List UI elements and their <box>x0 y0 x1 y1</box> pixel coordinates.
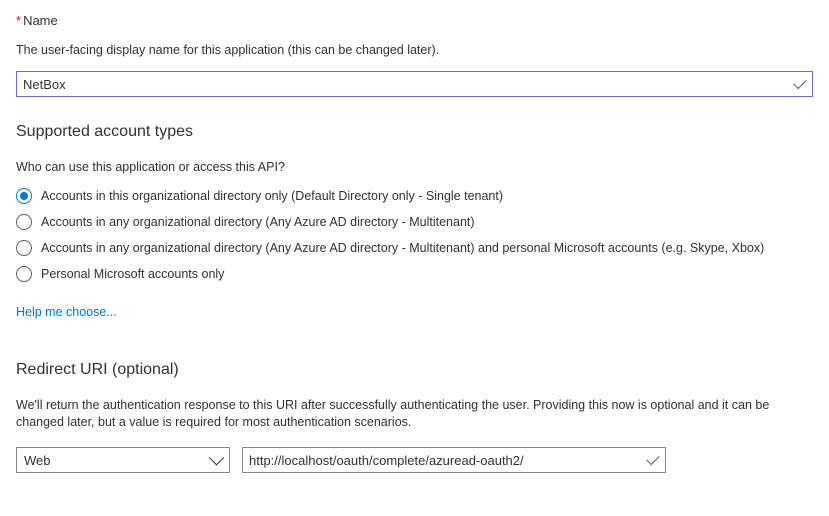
name-input[interactable] <box>17 72 788 96</box>
supported-account-types-heading: Supported account types <box>16 123 194 140</box>
account-types-question: Who can use this application or access this API? <box>16 160 285 174</box>
help-me-choose-link[interactable]: Help me choose... <box>16 305 117 319</box>
radio-option-personal-only[interactable] <box>16 262 813 286</box>
radio-indicator[interactable] <box>16 214 32 230</box>
checkmark-icon <box>788 79 812 89</box>
redirect-uri-input-wrapper[interactable] <box>242 447 666 473</box>
redirect-uri-section <box>0 359 829 473</box>
radio-option-label: Accounts in any organizational directory (Any Azure AD directory - Multitenant) <box>41 215 475 229</box>
name-label <box>16 0 813 30</box>
radio-indicator[interactable] <box>16 266 32 282</box>
redirect-uri-input[interactable] <box>243 448 641 472</box>
radio-option-label: Accounts in this organizational directory only (Default Directory only - Single tenant) <box>41 189 504 203</box>
radio-indicator[interactable] <box>16 240 32 256</box>
redirect-uri-heading: Redirect URI (optional) <box>16 361 179 378</box>
chevron-down-icon <box>203 455 229 466</box>
name-description: The user-facing display name for this application (this can be changed later). <box>16 43 440 57</box>
platform-select[interactable] <box>16 447 230 473</box>
radio-option-label: Accounts in any organizational directory (Any Azure AD directory - Multitenant) and personal Microsoft accounts (e.g. Skype, Xbox) <box>41 241 765 255</box>
name-section <box>0 0 829 97</box>
radio-option-multitenant[interactable] <box>16 210 813 234</box>
checkmark-icon <box>641 455 665 465</box>
supported-account-types-section <box>0 121 829 319</box>
required-marker: * <box>16 13 22 28</box>
redirect-uri-description-line2: changed later, but a value is required for most authentication scenarios. <box>16 415 412 429</box>
radio-option-multitenant-and-personal[interactable] <box>16 236 813 260</box>
redirect-uri-description-line1: We'll return the authentication response to this URI after successfully authenticating the user. Providing this now is optional and it can be <box>16 398 770 412</box>
name-label-text: Name <box>23 13 58 28</box>
platform-select-value: Web <box>24 452 51 468</box>
radio-indicator[interactable] <box>16 188 32 204</box>
redirect-uri-row <box>16 447 813 473</box>
radio-option-single-tenant[interactable] <box>16 184 813 208</box>
radio-option-label: Personal Microsoft accounts only <box>41 267 225 281</box>
name-input-wrapper[interactable] <box>16 71 813 97</box>
